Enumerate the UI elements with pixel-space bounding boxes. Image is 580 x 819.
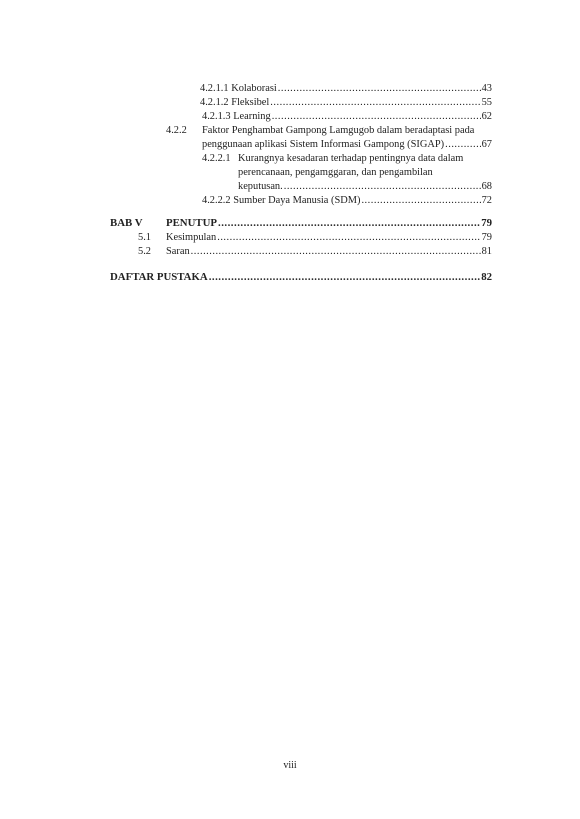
page-number: viii [283, 760, 297, 771]
toc-entry-4-2-2-2[interactable] [202, 194, 492, 208]
toc-entry-5-1[interactable] [166, 231, 492, 245]
toc-entry-title: Saran [166, 246, 190, 257]
toc-entry-title-line[interactable]: perencanaan, pengamggaran, dan pengambilan [238, 167, 433, 178]
toc-entry-4-2-1-2[interactable] [200, 96, 492, 110]
toc-entry-4-2-1-1[interactable] [200, 82, 492, 96]
toc-entry-title: Kolaborasi [231, 83, 277, 94]
toc-leader-dots [272, 110, 481, 124]
toc-entry-number: 5.1 [138, 232, 151, 243]
toc-entry-page: 81 [481, 246, 492, 257]
toc-entry-page: 79 [481, 232, 492, 243]
toc-entry-page: 79 [481, 217, 492, 229]
toc-entry-title: DAFTAR PUSTAKA [110, 271, 208, 283]
toc-entry-title: PENUTUP [166, 217, 217, 229]
toc-leader-dots [209, 270, 481, 284]
toc-entry-number: 4.2.1.1 [200, 83, 229, 94]
toc-entry-number: 4.2.2.2 [202, 195, 231, 206]
toc-leader-dots [278, 82, 481, 96]
toc-daftar-pustaka[interactable] [110, 270, 492, 284]
toc-entry-page: 55 [481, 97, 492, 108]
toc-entry-page: 82 [481, 271, 492, 283]
toc-leader-dots [217, 231, 480, 245]
toc-entry-4-2-2[interactable] [202, 138, 492, 152]
toc-entry-page: 72 [481, 195, 492, 206]
toc-leader-dots [270, 96, 480, 110]
toc-entry-title-line: keputusan. [238, 181, 283, 192]
toc-entry-page: 68 [481, 181, 492, 192]
toc-leader-dots [218, 216, 480, 230]
toc-entry-number: 4.2.1.2 [200, 97, 229, 108]
toc-entry-title: Kesimpulan [166, 232, 217, 243]
toc-leader-dots [445, 138, 480, 152]
toc-entry-4-2-1-3[interactable] [202, 110, 492, 124]
toc-entry-page: 67 [481, 139, 492, 150]
toc-leader-dots [361, 194, 480, 208]
toc-entry-4-2-2-1[interactable] [238, 180, 492, 194]
toc-entry-page: 43 [481, 83, 492, 94]
toc-entry-title-line: penggunaan aplikasi Sistem Informasi Gampong (SIGAP) [202, 139, 445, 150]
toc-entry-number: 5.2 [138, 246, 151, 257]
toc-entry-number: 4.2.2 [166, 125, 187, 136]
toc-leader-dots [284, 180, 481, 194]
toc-chapter-penutup[interactable] [166, 216, 492, 230]
toc-entry-5-2[interactable] [166, 245, 492, 259]
toc-entry-number: 4.2.1.3 [202, 111, 231, 122]
toc-entry-title: Sumber Daya Manusia (SDM) [233, 195, 361, 206]
toc-entry-title-line[interactable]: Kurangnya kesadaran terhadap pentingnya data dalam [238, 153, 464, 164]
toc-entry-title: Fleksibel [231, 97, 270, 108]
toc-chapter-number: BAB V [110, 217, 143, 229]
toc-entry-number: 4.2.2.1 [202, 153, 231, 164]
toc-leader-dots [191, 245, 481, 259]
toc-entry-title-line[interactable]: Faktor Penghambat Gampong Lamgugob dalam beradaptasi pada [202, 125, 475, 136]
toc-entry-page: 62 [481, 111, 492, 122]
toc-entry-title: Learning [233, 111, 271, 122]
